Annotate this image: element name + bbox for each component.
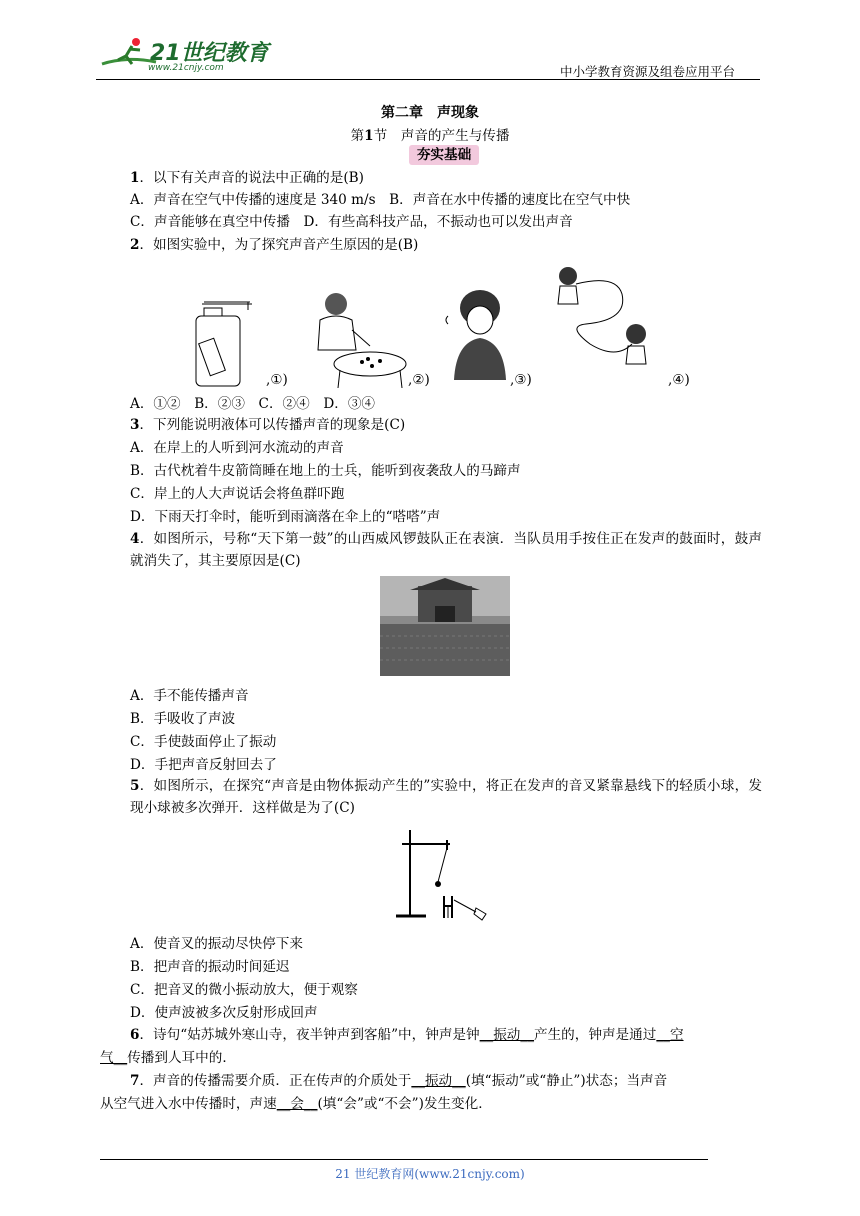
figure-tuning-fork-stand (392, 826, 498, 922)
figure-man-talking (444, 286, 510, 382)
figure-jar-phone (190, 298, 260, 388)
q6-line1 (130, 1025, 684, 1045)
q6-answer-2b: 气__ (100, 1050, 128, 1066)
q4-option-d: D．手把声音反射回去了 (130, 757, 277, 773)
footer-rule (100, 1159, 708, 1160)
q4-option-b: B．手吸收了声波 (130, 711, 236, 727)
q3-option-d: D．下雨天打伞时，能听到雨滴落在伞上的“嗒嗒”声 (130, 509, 441, 525)
badge-basic: 夯实基础 (409, 145, 479, 165)
q2-label-1: ,①) (266, 372, 288, 388)
q1-text: ．以下有关声音的说法中正确的是(B) (139, 170, 364, 186)
q3-option-a: A．在岸上的人听到河水流动的声音 (130, 440, 344, 456)
figure-drum-boy (300, 290, 410, 390)
q2-number: 2 (130, 237, 140, 253)
q7-answer-1: __振动__ (411, 1073, 466, 1089)
q3-text: ．下列能说明液体可以传播声音的现象是(C) (139, 417, 406, 433)
q1-options-ab: A．声音在空气中传播的速度是 340 m/s B．声音在水中传播的速度比在空气中快 (130, 192, 631, 208)
footer-link[interactable]: 21 世纪教育网(www.21cnjy.com) (335, 1167, 525, 1181)
section-number: 1 (364, 128, 374, 144)
q2-label-3: ,③) (510, 372, 532, 388)
q1-stem (130, 168, 364, 188)
q6-number: 6 (130, 1027, 140, 1043)
q6-text-1: ．诗句“姑苏城外寒山寺，夜半钟声到客船”中，钟声是钟 (139, 1027, 480, 1043)
chapter-title: 第二章 声现象 (381, 105, 479, 121)
section-rest: 节 声音的产生与传播 (373, 128, 510, 144)
logo-url: www.21cnjy.com (148, 63, 224, 73)
q7-text-1: ．声音的传播需要介质．正在传声的介质处于 (139, 1073, 412, 1089)
platform-name: 中小学教育资源及组卷应用平台 (560, 64, 736, 79)
q2-label-2: ,②) (408, 372, 430, 388)
section-title (0, 124, 860, 144)
q5-text: ．如图所示，在探究“声音是由物体振动产生的”实验中，将正在发声的音叉紧靠悬线下的轻质小球，发现小球被多次弹开．这样做是为了(C) (130, 778, 762, 816)
q2-options: A．①② B．②③ C．②④ D．③④ (130, 396, 376, 412)
q2-text: ．如图实验中，为了探究声音产生原因的是(B) (139, 237, 419, 253)
q4-number: 4 (130, 531, 140, 547)
q6-answer-2a: __空 (656, 1027, 684, 1043)
header-rule (96, 79, 760, 80)
q5-option-b: B．把声音的振动时间延迟 (130, 959, 290, 975)
q6-text-2: 产生的，钟声是通过 (534, 1027, 657, 1043)
q7-line2 (100, 1094, 492, 1114)
q4-text: ．如图所示，号称“天下第一鼓”的山西威风锣鼓队正在表演．当队员用手按住正在发声的鼓面时，鼓声就消失了，其主要原因是(C) (130, 531, 762, 569)
q2-stem (130, 235, 418, 255)
q6-line2 (100, 1048, 236, 1068)
q5-option-d: D．使声波被多次反射形成回声 (130, 1005, 318, 1021)
q5-option-c: C．把音叉的微小振动放大，便于观察 (130, 982, 358, 998)
q7-text-3: 从空气进入水中传播时，声速 (100, 1096, 277, 1112)
q3-option-c: C．岸上的人大声说话会将鱼群吓跑 (130, 486, 345, 502)
q6-text-3: 传播到人耳中的． (127, 1050, 236, 1066)
q7-text-2: (填“振动”或“静止”)状态；当声音 (465, 1073, 668, 1089)
q3-option-b: B．古代枕着牛皮箭筒睡在地上的士兵，能听到夜袭敌人的马蹄声 (130, 463, 521, 479)
q7-answer-2: __会__ (276, 1096, 318, 1112)
q1-number: 1 (130, 170, 140, 186)
q5-stem (130, 775, 762, 819)
q6-answer-1: __振动__ (479, 1027, 534, 1043)
figure-drum-performance (380, 576, 510, 676)
q2-label-4: ,④) (668, 372, 690, 388)
q4-stem (130, 528, 762, 572)
q4-option-c: C．手使鼓面停止了振动 (130, 734, 277, 750)
q5-option-a: A．使音叉的振动尽快停下来 (130, 936, 303, 952)
logo-text: 21世纪教育 (150, 41, 269, 66)
q5-number: 5 (130, 778, 140, 794)
q7-number: 7 (130, 1073, 140, 1089)
q4-option-a: A．手不能传播声音 (130, 688, 249, 704)
q3-number: 3 (130, 417, 140, 433)
figure-string-telephone (546, 264, 666, 380)
q7-line1 (130, 1071, 667, 1091)
q1-options-cd: C．声音能够在真空中传播 D．有些高科技产品，不振动也可以发出声音 (130, 214, 573, 230)
section-prefix: 第 (350, 128, 365, 144)
q7-text-4: (填“会”或“不会”)发生变化． (317, 1096, 492, 1112)
q3-stem (130, 415, 405, 435)
